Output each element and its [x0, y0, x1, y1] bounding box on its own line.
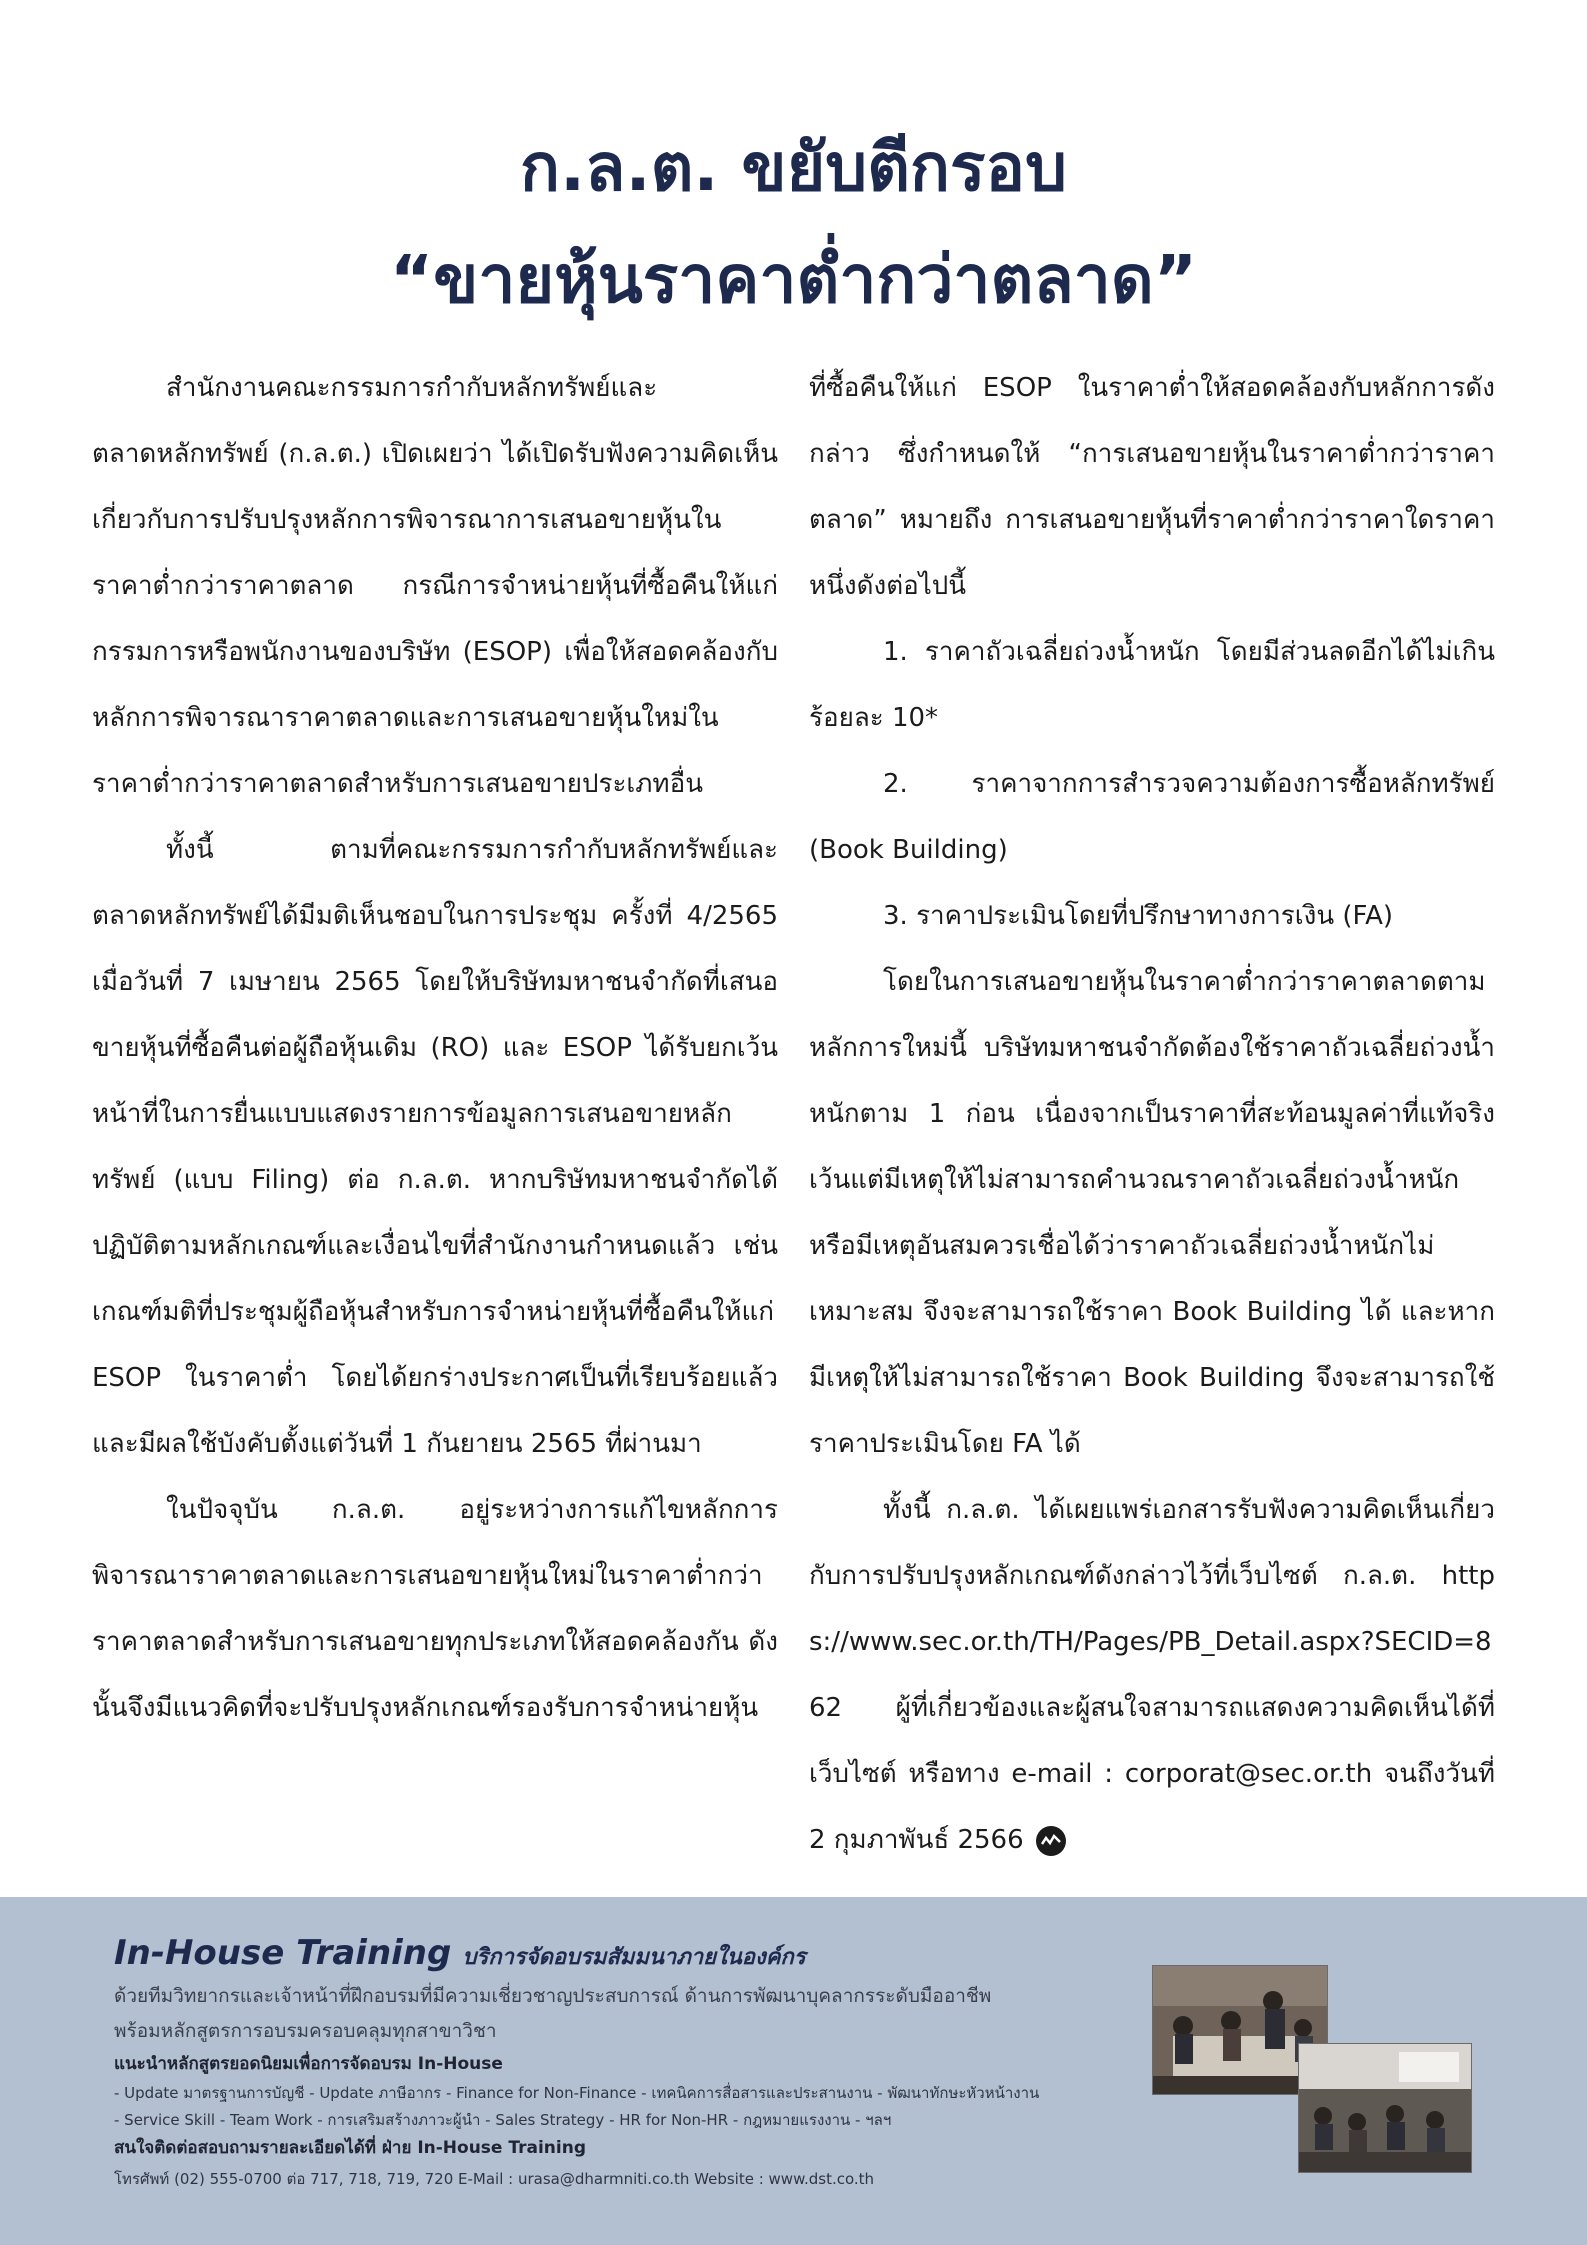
ad-description-2: พร้อมหลักสูตรการอบรมครอบคลุมทุกสาขาวิชา [114, 2020, 497, 2042]
left-paragraph-2: ทั้งนี้ ตามที่คณะกรรมการกำกับหลักทรัพย์และตลาดหลักทรัพย์ได้มีมติเห็นชอบในการประชุม ครั้งที่ 4/2565 เมื่อวันที่ 7 เมษายน 2565 โดยให้บริษัทมหาชนจำกัดที่เสนอขายหุ้นที่ซื้อคืนต่อผู้ถือหุ้นเดิม (RO) และ ESOP ได้รับยกเว้นหน้าที่ในการยื่นแบบแสดงรายการข้อมูลการเสนอขายหลักทรัพย์ (แบบ Filing) ต่อ ก.ล.ต. หากบริษัทมหาชนจำกัดได้ปฏิบัติตามหลักเกณฑ์และเงื่อนไขที่สำนักงานกำหนดแล้ว เช่น เกณฑ์มติที่ประชุมผู้ถือหุ้นสำหรับการจำหน่ายหุ้นที่ซื้อคืนให้แก่ ESOP ในราคาต่ำ โดยได้ยกร่างประกาศเป็นที่เรียบร้อยแล้ว และมีผลใช้บังคับตั้งแต่วันที่ 1 กันยายน 2565 ที่ผ่านมา [92, 835, 778, 1459]
article-title [0, 112, 1587, 336]
in-house-training-ad [0, 1897, 1587, 2245]
title-line-2: “ขายหุ้นราคาต่ำกว่าตลาด” [389, 241, 1198, 318]
list-item-1: 1. ราคาถัวเฉลี่ยถ่วงน้ำหนัก โดยมีส่วนลดอีกได้ไม่เกินร้อยละ 10* [809, 637, 1495, 733]
contact-details: โทรศัพท์ (02) 555-0700 ต่อ 717, 718, 719, 720 E-Mail : urasa@dharmniti.co.th Website : www.dst.co.th [114, 2170, 875, 2188]
right-paragraph-3 [809, 1477, 1495, 1873]
ad-tagline: บริการจัดอบรมสัมมนาภายในองค์กร [462, 1945, 806, 1970]
sec-reference-text: ทั้งนี้ ก.ล.ต. ได้เผยแพร่เอกสารรับฟังความคิดเห็นเกี่ยวกับการปรับปรุงหลักเกณฑ์ดังกล่าวไว้ที่เว็บไซต์ ก.ล.ต. [809, 1495, 1495, 1591]
contact-heading: สนใจติดต่อสอบถามรายละเอียดได้ที่ ฝ่าย In-House Training [114, 2138, 586, 2158]
list-item-3: 3. ราคาประเมินโดยที่ปรึกษาทางการเงิน (FA) [883, 901, 1394, 931]
ad-description-1: ด้วยทีมวิทยากรและเจ้าหน้าที่ฝึกอบรมที่มีความเชี่ยวชาญประสบการณ์ ด้านการพัฒนาบุคลากรระดับมืออาชีพ [114, 1985, 992, 2007]
courses-line-1: - Update มาตรฐานการบัญชี - Update ภาษีอากร - Finance for Non-Finance - เทคนิคการสื่อสารและประสานงาน - พัฒนาทักษะหัวหน้างาน [114, 2084, 1040, 2102]
comment-deadline-text: ผู้ที่เกี่ยวข้องและผู้สนใจสามารถแสดงความคิดเห็นได้ที่เว็บไซต์ หรือทาง e-mail : corporat@sec.or.th จนถึงวันที่ 2 กุมภาพันธ์ 2566 [809, 1693, 1495, 1855]
title-line-1: ก.ล.ต. ขยับตีกรอบ [520, 129, 1067, 206]
courses-heading: แนะนำหลักสูตรยอดนิยมเพื่อการจัดอบรม In-House [114, 2054, 503, 2074]
left-column [92, 355, 778, 1741]
right-paragraph-1: ที่ซื้อคืนให้แก่ ESOP ในราคาต่ำให้สอดคล้องกับหลักการดังกล่าว ซึ่งกำหนดให้ “การเสนอขายหุ้นในราคาต่ำกว่าราคาตลาด” หมายถึง การเสนอขายหุ้นที่ราคาต่ำกว่าราคาใดราคาหนึ่งดังต่อไปนี้ [809, 373, 1495, 601]
sec-url-link[interactable]: https://www.sec.or.th/TH/Pages/PB_Detail.aspx?SECID=862 [809, 1561, 1495, 1723]
right-paragraph-2: โดยในการเสนอขายหุ้นในราคาต่ำกว่าราคาตลาดตามหลักการใหม่นี้ บริษัทมหาชนจำกัดต้องใช้ราคาถัวเฉลี่ยถ่วงน้ำหนักตาม 1 ก่อน เนื่องจากเป็นราคาที่สะท้อนมูลค่าที่แท้จริง เว้นแต่มีเหตุให้ไม่สามารถคำนวณราคาถัวเฉลี่ยถ่วงน้ำหนัก หรือมีเหตุอันสมควรเชื่อได้ว่าราคาถัวเฉลี่ยถ่วงน้ำหนักไม่เหมาะสม จึงจะสามารถใช้ราคา Book Building ได้ และหากมีเหตุให้ไม่สามารถใช้ราคา Book Building จึงจะสามารถใช้ราคาประเมินโดย FA ได้ [809, 967, 1495, 1459]
list-item-2: 2. ราคาจากการสำรวจความต้องการซื้อหลักทรัพย์ (Book Building) [809, 769, 1495, 865]
training-photo-2 [1298, 2043, 1472, 2173]
ad-heading [114, 1933, 806, 1974]
ad-brand: In-House Training [114, 1933, 452, 1973]
courses-line-2: - Service Skill - Team Work - การเสริมสร้างภาวะผู้นำ - Sales Strategy - HR for Non-HR - กฎหมายแรงงาน - ฯลฯ [114, 2111, 892, 2129]
left-paragraph-3: ในปัจจุบัน ก.ล.ต. อยู่ระหว่างการแก้ไขหลักการพิจารณาราคาตลาดและการเสนอขายหุ้นใหม่ในราคาต่ำกว่าราคาตลาดสำหรับการเสนอขายทุกประเภทให้สอดคล้องกัน ดังนั้นจึงมีแนวคิดที่จะปรับปรุงหลักเกณฑ์รองรับการจำหน่ายหุ้น [92, 1495, 778, 1723]
end-mark-icon [1036, 1826, 1066, 1856]
right-column [809, 355, 1495, 1873]
left-paragraph-1: สำนักงานคณะกรรมการกำกับหลักทรัพย์และตลาดหลักทรัพย์ (ก.ล.ต.) เปิดเผยว่า ได้เปิดรับฟังความคิดเห็นเกี่ยวกับการปรับปรุงหลักการพิจารณาการเสนอขายหุ้นในราคาต่ำกว่าราคาตลาด กรณีการจำหน่ายหุ้นที่ซื้อคืนให้แก่กรรมการหรือพนักงานของบริษัท (ESOP) เพื่อให้สอดคล้องกับหลักการพิจารณาราคาตลาดและการเสนอขายหุ้นใหม่ในราคาต่ำกว่าราคาตลาดสำหรับการเสนอขายประเภทอื่น [92, 373, 778, 799]
